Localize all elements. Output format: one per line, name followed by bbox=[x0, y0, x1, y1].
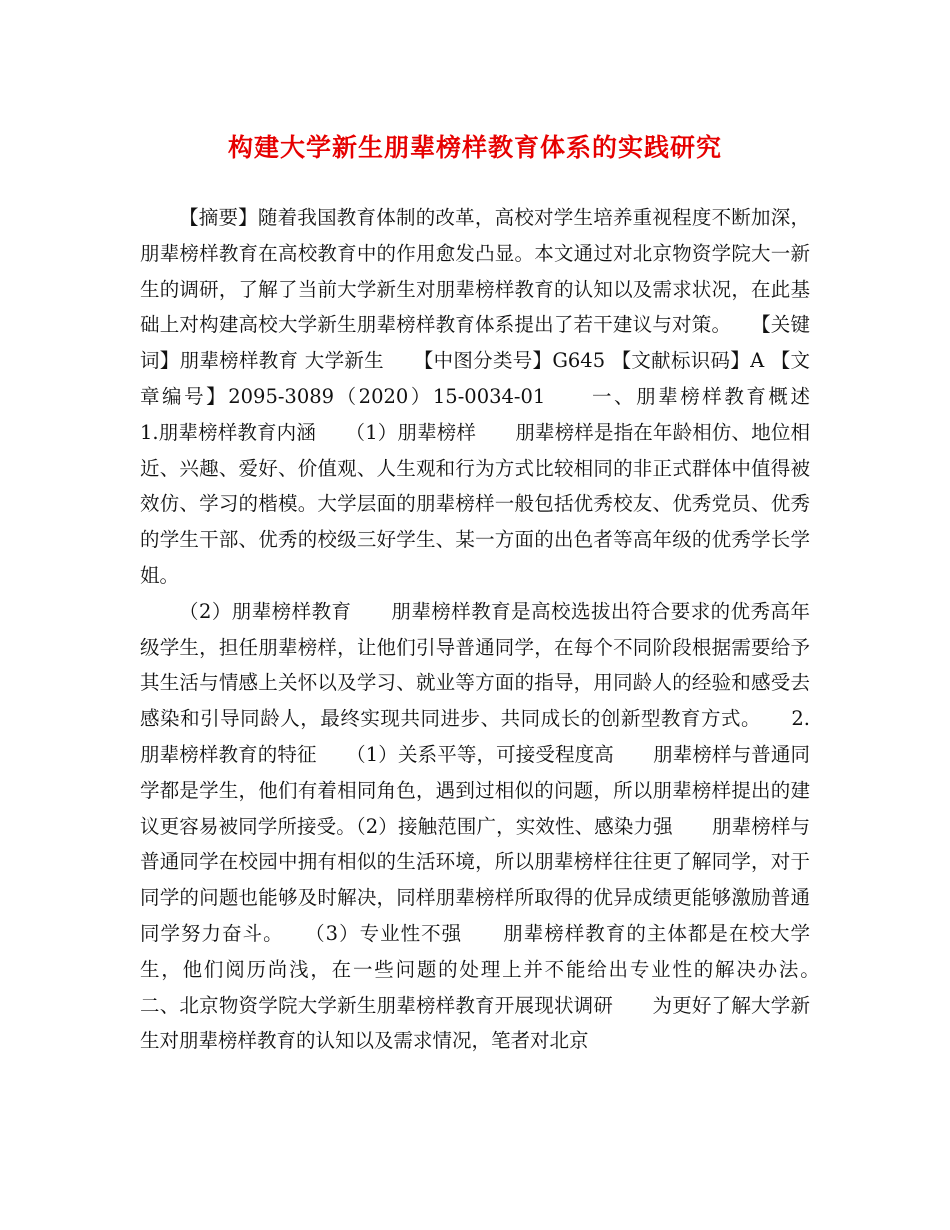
document-body bbox=[140, 200, 850, 1059]
body-paragraph-1: 【摘要】随着我国教育体制的改革，高校对学生培养重视程度不断加深，朋辈榜样教育在高校教育中的作用愈发凸显。本文通过对北京物资学院大一新生的调研，了解了当前大学新生对朋辈榜样教育的认知以及需求状况，在此基础上对构建高校大学新生朋辈榜样教育体系提出了若干建议与对策。 【关键词】朋辈榜样教育 大学新生 【中图分类号】G645 【文献标识码】A 【文章编号】2095-3089（2020）15-0034-01 一、朋辈榜样教育概述 1.朋辈榜样教育内涵 （1）朋辈榜样 朋辈榜样是指在年龄相仿、地位相近、兴趣、爱好、价值观、人生观和行为方式比较相同的非正式群体中值得被效仿、学习的楷模。大学层面的朋辈榜样一般包括优秀校友、优秀党员、优秀的学生干部、优秀的校级三好学生、某一方面的出色者等高年级的优秀学长学姐。 bbox=[140, 206, 850, 587]
body-paragraph-2: （2）朋辈榜样教育 朋辈榜样教育是高校选拔出符合要求的优秀高年级学生，担任朋辈榜样，让他们引导普通同学，在每个不同阶段根据需要给予其生活与情感上关怀以及学习、就业等方面的指导，用同龄人的经验和感受去感染和引导同龄人，最终实现共同进步、共同成长的创新型教育方式。 2.朋辈榜样教育的特征 （1）关系平等，可接受程度高 朋辈榜样与普通同学都是学生，他们有着相同角色，遇到过相似的问题，所以朋辈榜样提出的建议更容易被同学所接受。（2）接触范围广，实效性、感染力强 朋辈榜样与普通同学在校园中拥有相似的生活环境，所以朋辈榜样往往更了解同学，对于同学的问题也能够及时解决，同样朋辈榜样所取得的优异成绩更能够激励普通同学努力奋斗。 （3）专业性不强 朋辈榜样教育的主体都是在校大学生，他们阅历尚浅，在一些问题的处理上并不能给出专业性的解决办法。 二、北京物资学院大学新生朋辈榜样教育开展现状调研 为更好了解大学新生对朋辈榜样教育的认知以及需求情况，笔者对北京 bbox=[140, 599, 850, 1053]
document-title: 构建大学新生朋辈榜样教育体系的实践研究 bbox=[227, 133, 722, 162]
